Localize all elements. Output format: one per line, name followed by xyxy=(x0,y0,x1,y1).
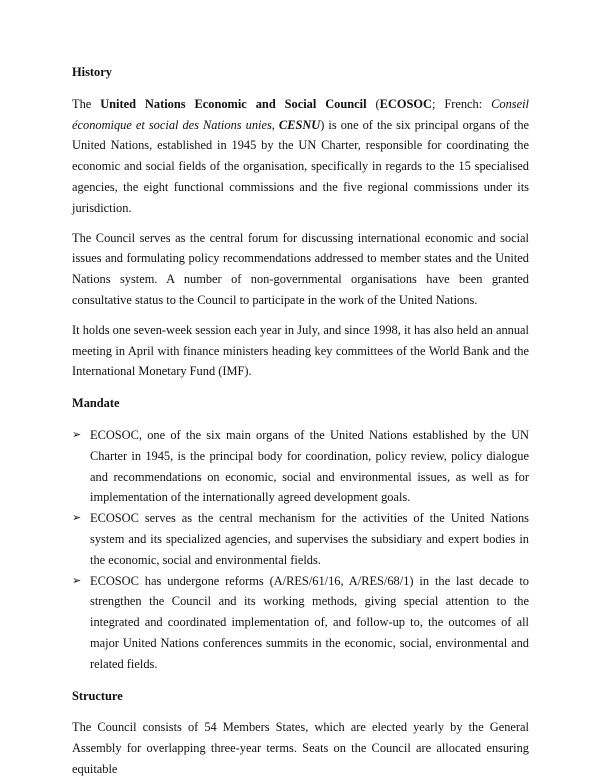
document-page xyxy=(72,62,529,780)
list-item: ➢ ECOSOC serves as the central mechanism for the activities of the United Nations system and its specialized agencies, and supervises the subsidiary and expert bodies in the economic, social and environmental fields. xyxy=(72,508,529,570)
list-item: ➢ ECOSOC has undergone reforms (A/RES/61/16, A/RES/68/1) in the last decade to strengthen the Council and its working methods, giving special attention to the integrated and coordinated implementation of, and follow-up to, the outcomes of all major United Nations conferences summits in the economic, social, environmental and related fields. xyxy=(72,571,529,675)
mandate-heading: Mandate xyxy=(72,396,120,411)
arrow-bullet-icon: ➢ xyxy=(72,511,82,525)
list-item: ➢ ECOSOC, one of the six main organs of the United Nations established by the UN Charter in 1945, is the principal body for coordination, policy review, policy dialogue and recommendations on economic, social and environmental issues, as well as for implementation of the internationally agreed development goals. xyxy=(72,425,529,508)
structure-heading: Structure xyxy=(72,688,123,703)
history-heading: History xyxy=(72,65,112,79)
arrow-bullet-icon: ➢ xyxy=(72,573,82,587)
history-intro-paragraph: The United Nations Economic and Social Council (ECOSOC; French: Conseil économique et social des Nations unies, CESNU) is one of the six principal organs of the United Nations, established in 1945 by the UN Charter, responsible for coordinating the economic and social fields of the organisation, specifically in regards to the 15 specialised agencies, the eight functional commissions and the five regional commissions under its jurisdiction. xyxy=(72,96,530,215)
structure-paragraph-1: The Council consists of 54 Members States, which are elected yearly by the General Assembly for overlapping three-year terms. Seats on the Council are allocated ensuring equitable xyxy=(72,720,529,776)
mandate-list xyxy=(72,425,529,675)
history-paragraph-2: The Council serves as the central forum for discussing international economic and social issues and formulating policy recommendations addressed to member states and the United Nations system. A number of non-governmental organisations have been granted consultative status to the Council to participate in the work of the United Nations. xyxy=(72,230,529,307)
history-paragraph-3: It holds one seven-week session each year in July, and since 1998, it has also held an annual meeting in April with finance ministers heading key committees of the World Bank and the International Monetary Fund (IMF). xyxy=(72,322,529,379)
arrow-bullet-icon: ➢ xyxy=(72,427,82,441)
